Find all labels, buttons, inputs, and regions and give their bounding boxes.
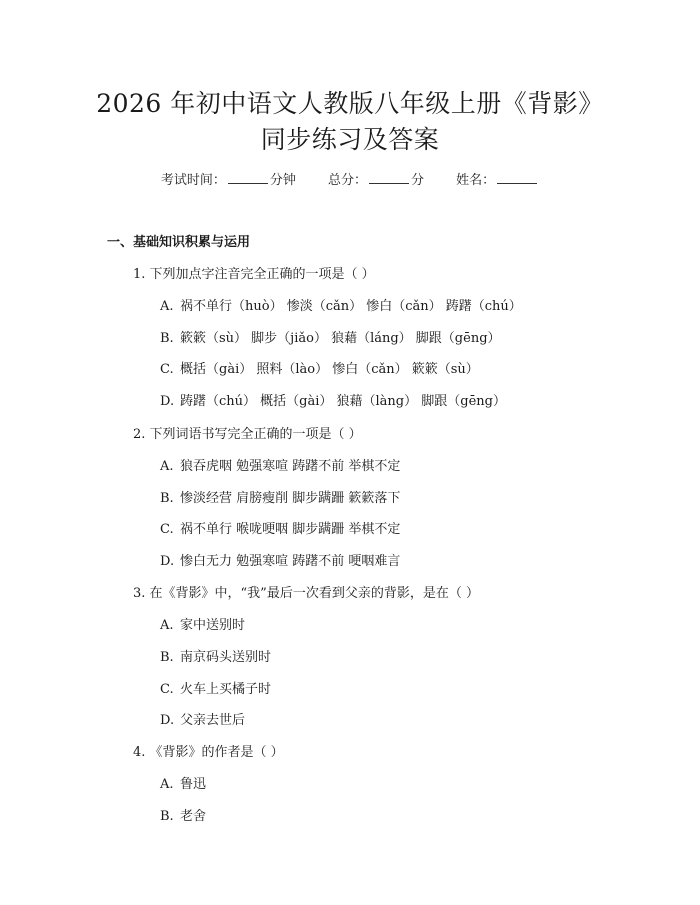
- question-3-option-d: [160, 709, 245, 728]
- option-text: 踌躇（chú） 概括（gài） 狼藉（làng） 脚跟（gēng）: [180, 394, 506, 409]
- name-blank: [497, 171, 537, 184]
- question-4-stem: 4. 《背影》的作者是（ ）: [133, 745, 284, 760]
- option-letter: C.: [160, 682, 174, 697]
- question-4-option-b: [160, 805, 206, 824]
- option-text: 家中送别时: [180, 618, 246, 633]
- exam-info-line: [0, 169, 700, 188]
- option-letter: A.: [160, 777, 174, 792]
- option-text: 惨淡经营 肩膀瘦削 脚步蹒跚 簌簌落下: [180, 491, 401, 506]
- question-3-option-c: [160, 678, 271, 697]
- section-heading: 一、基础知识积累与运用: [107, 235, 251, 250]
- exam-time-blank: [228, 171, 268, 184]
- option-letter: B.: [160, 650, 174, 665]
- option-letter: D.: [160, 554, 175, 569]
- option-letter: D.: [160, 394, 175, 409]
- question-1-stem: 1. 下列加点字注音完全正确的一项是（ ）: [133, 267, 375, 282]
- option-text: 狼吞虎咽 勉强寒喧 踌躇不前 举棋不定: [180, 459, 401, 474]
- option-letter: B.: [160, 491, 174, 506]
- question-2-option-d: [160, 550, 400, 569]
- option-text: 老舍: [180, 809, 207, 824]
- option-text: 父亲去世后: [180, 713, 246, 728]
- option-text: 簌簌（sù） 脚步（jiǎo） 狼藉（láng） 脚跟（gēng）: [180, 331, 501, 346]
- question-2-stem: 2. 下列词语书写完全正确的一项是（ ）: [133, 427, 362, 442]
- option-text: 火车上买橘子时: [180, 682, 272, 697]
- question-1-option-a: [160, 295, 522, 314]
- total-score-unit: 分: [411, 173, 425, 188]
- option-text: 概括（gài） 照料（lào） 惨白（cǎn） 簌簌（sù）: [180, 362, 479, 377]
- document-title-line1: 2026 年初中语文人教版八年级上册《背影》: [96, 89, 604, 118]
- exam-time-label: 考试时间：: [160, 173, 226, 188]
- exam-time-unit: 分钟: [269, 173, 296, 188]
- question-2-option-c: [160, 518, 400, 537]
- option-text: 南京码头送别时: [180, 650, 272, 665]
- option-text: 鲁迅: [180, 777, 207, 792]
- question-1-option-d: [160, 390, 506, 409]
- question-1-option-b: [160, 327, 501, 346]
- exam-time-field: [161, 173, 300, 188]
- question-3-option-a: [160, 614, 245, 633]
- option-letter: B.: [160, 809, 174, 824]
- option-letter: D.: [160, 713, 175, 728]
- option-text: 祸不单行（huò） 惨淡（cǎn） 惨白（cǎn） 踌躇（chú）: [180, 299, 522, 314]
- total-score-blank: [369, 171, 409, 184]
- option-text: 祸不单行 喉咙哽咽 脚步蹒跚 举棋不定: [180, 522, 401, 537]
- document-title-line2: 同步练习及答案: [260, 125, 440, 154]
- name-label: 姓名：: [456, 173, 496, 188]
- total-score-label: 总分：: [327, 173, 367, 188]
- option-letter: B.: [160, 331, 174, 346]
- option-letter: A.: [160, 299, 174, 314]
- question-1-option-c: [160, 358, 479, 377]
- option-letter: A.: [160, 618, 174, 633]
- question-4-option-a: [160, 773, 206, 792]
- name-field: [456, 173, 539, 188]
- option-letter: C.: [160, 522, 174, 537]
- question-2-option-a: [160, 455, 400, 474]
- question-3-stem: 3. 在《背影》中，“我”最后一次看到父亲的背影，是在（ ）: [133, 586, 479, 601]
- option-letter: A.: [160, 459, 174, 474]
- question-2-option-b: [160, 487, 400, 506]
- total-score-field: [328, 173, 428, 188]
- option-letter: C.: [160, 362, 174, 377]
- option-text: 惨白无力 勉强寒喧 踌躇不前 哽咽难言: [180, 554, 401, 569]
- question-3-option-b: [160, 646, 271, 665]
